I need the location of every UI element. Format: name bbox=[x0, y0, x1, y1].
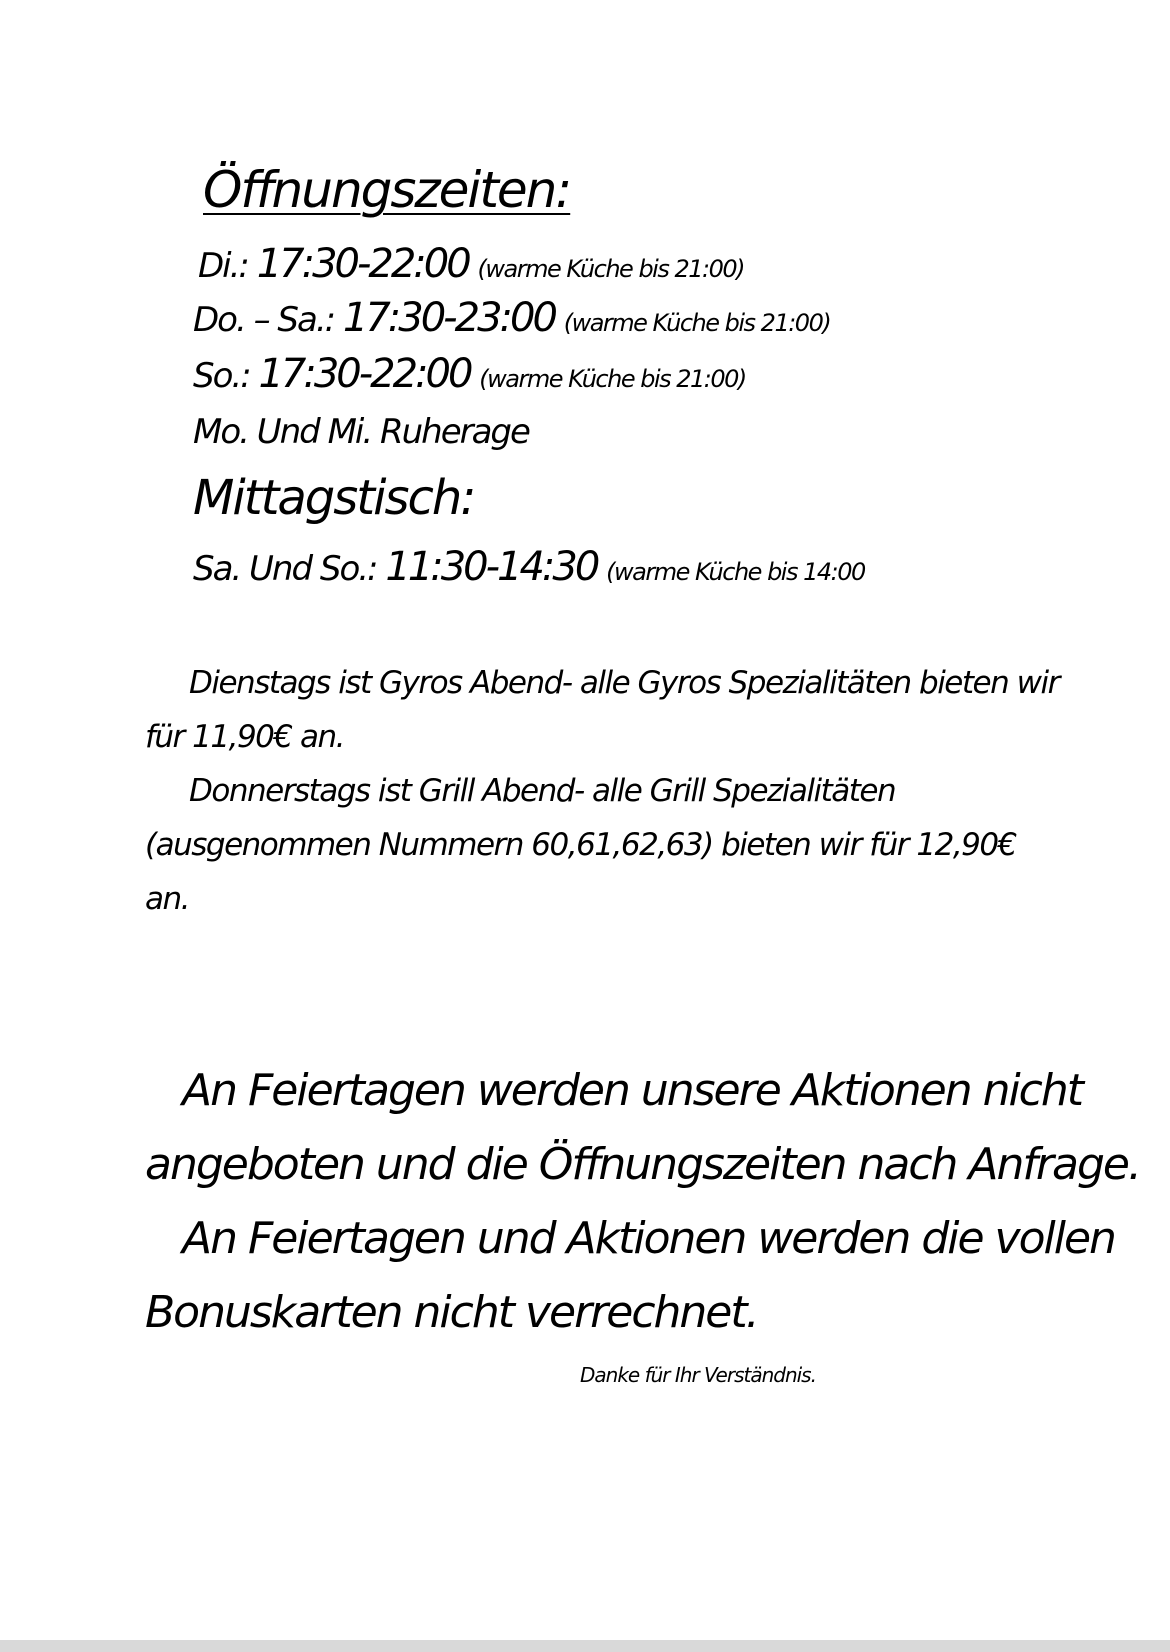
lunch-kitchen-note: (warme Küche bis 14:00 bbox=[606, 558, 865, 586]
thursday-special-line-1 bbox=[145, 764, 895, 818]
lunch-days: Sa. Und So.: bbox=[193, 549, 377, 589]
hours-days: Do. – Sa.: bbox=[193, 300, 335, 340]
hours-kitchen-note: (warme Küche bis 21:00) bbox=[477, 255, 745, 283]
hours-time: 17:30-22:00 bbox=[256, 241, 469, 287]
hours-days: Di.: bbox=[198, 246, 248, 286]
rest-days: Mo. Und Mi. Ruherage bbox=[193, 412, 529, 452]
thanks-note: Danke für Ihr Verständnis. bbox=[580, 1363, 816, 1387]
opening-hours-heading: Öffnungszeiten: bbox=[203, 161, 571, 219]
hours-row-thursday-saturday bbox=[193, 296, 830, 345]
holiday-notice-line-2: angeboten und die Öffnungszeiten nach Anfrage. bbox=[145, 1139, 1140, 1190]
thursday-special-line-2: (ausgenommen Nummern 60,61,62,63) bieten wir für 12,90€ bbox=[145, 827, 1016, 863]
page-bottom-edge bbox=[0, 1640, 1170, 1652]
holiday-notice-line-4: Bonuskarten nicht verrechnet. bbox=[145, 1287, 758, 1338]
hours-row-tuesday bbox=[198, 242, 744, 291]
lunch-time: 11:30-14:30 bbox=[385, 544, 598, 590]
hours-kitchen-note: (warme Küche bis 21:00) bbox=[563, 309, 831, 337]
thursday-special-text: Donnerstags ist Grill Abend- alle Grill Spezialitäten bbox=[189, 773, 896, 809]
tuesday-special-text: Dienstags ist Gyros Abend- alle Gyros Spezialitäten bieten wir bbox=[189, 665, 1059, 701]
hours-row-sunday bbox=[193, 352, 746, 401]
hours-days: So.: bbox=[193, 356, 250, 396]
lunch-hours-row bbox=[193, 545, 865, 594]
tuesday-special-line-1 bbox=[145, 656, 1059, 710]
holiday-notice-line-3: An Feiertagen und Aktionen werden die vollen bbox=[182, 1213, 1115, 1264]
lunch-heading: Mittagstisch: bbox=[193, 470, 475, 526]
hours-time: 17:30-23:00 bbox=[342, 295, 555, 341]
tuesday-special-line-2: für 11,90€ an. bbox=[145, 719, 344, 755]
hours-kitchen-note: (warme Küche bis 21:00) bbox=[479, 365, 746, 393]
hours-time: 17:30-22:00 bbox=[258, 351, 471, 397]
holiday-notice-line-1: An Feiertagen werden unsere Aktionen nicht bbox=[182, 1065, 1083, 1116]
thursday-special-line-3: an. bbox=[145, 881, 189, 917]
